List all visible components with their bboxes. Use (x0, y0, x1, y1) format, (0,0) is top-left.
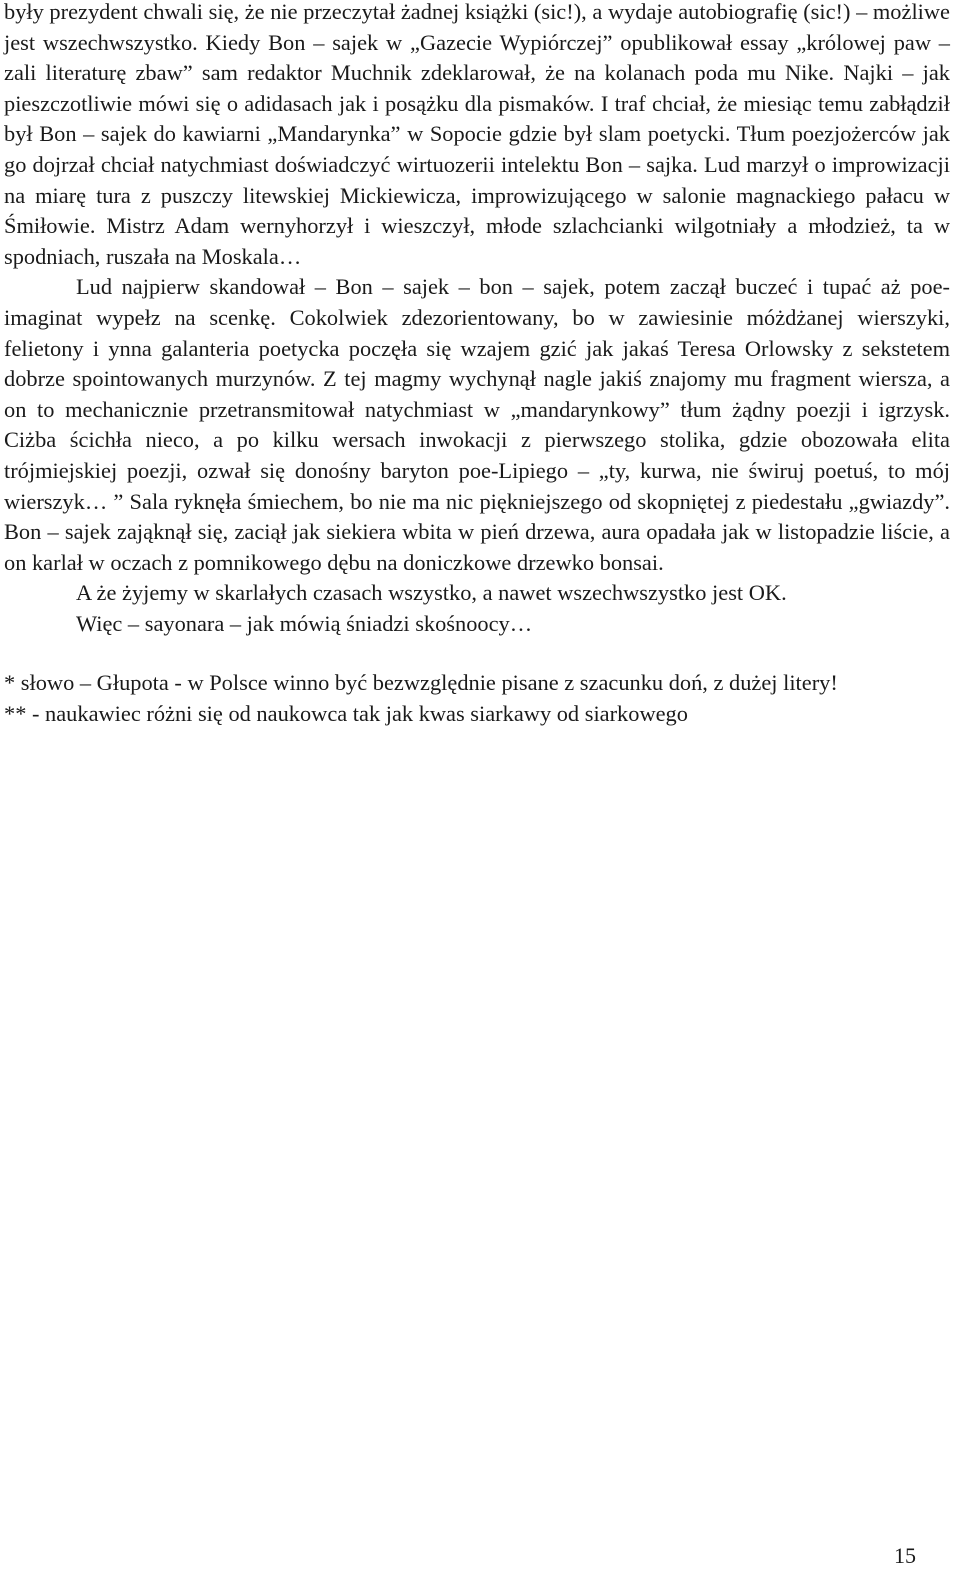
footnotes (4, 668, 950, 729)
body-text (4, 0, 950, 639)
document-page (4, 0, 950, 730)
page-number: 15 (894, 1543, 916, 1568)
footnote-2: ** - naukawiec różni się od naukowca tak jak kwas siarkawy od siarkowego (4, 701, 688, 727)
footnote-1: * słowo – Głupota - w Polsce winno być bezwzględnie pisane z szacunku doń, z dużej litery! (4, 670, 838, 696)
paragraph-1: były prezydent chwali się, że nie przeczytał żadnej książki (sic!), a wydaje autobiografię (sic!) – możliwe jest wszechwszystko. Kiedy Bon – sajek w „Gazecie Wypiórczej” opublikował essay „królowej paw – zali literaturę zbaw” sam redaktor Muchnik zdeklarował, że na kolanach poda mu Nike. Najki – jak pieszczotliwie mówi się o adidasach jak i posążku dla pismaków. I traf chciał, że miesiąc temu zabłądził był Bon – sajek do kawiarni „Mandarynka” w Sopocie gdzie był slam poetycki. Tłum poezjożerców jak go dojrzał chciał natychmiast doświadczyć wirtuozerii intelektu Bon – sajka. Lud marzył o improwizacji na miarę tura z puszczy litewskiej Mickiewicza, improwizującego w salonie magnackiego pałacu w Śmiłowie. Mistrz Adam wernyhorzył i wieszczył, młode szlachcianki wilgotniały a młodzież, ta w spodniach, ruszała na Moskala… (4, 0, 950, 269)
paragraph-4: Więc – sayonara – jak mówią śniadzi skośnoocy… (76, 610, 533, 636)
paragraph-3: A że żyjemy w skarlałych czasach wszystko, a nawet wszechwszystko jest OK. (76, 580, 787, 606)
paragraph-2: Lud najpierw skandował – Bon – sajek – bon – sajek, potem zaczął buczeć i tupać aż poe-imaginat wypełz na scenkę. Cokolwiek zdezorientowany, bo w zawiesinie móżdżanej wierszyki, felietony i ynna galanteria poetycka poczęła się wzajem gzić jak jakaś Teresa Orlowsky z sekstetem dobrze spointowanych murzynów. Z tej magmy wychynął nagle jakiś znajomy mu fragment wiersza, a on to mechanicznie przetransmitował natychmiast w „mandarynkowy” tłum żądny poezji i igrzysk. Ciżba ścichła nieco, a po kilku wersach inwokacji z pierwszego stolika, gdzie obozowała elita trójmiejskiej poezji, ozwał się donośny baryton poe-Lipiego – „ty, kurwa, nie świruj poetuś, to mój wierszyk… ” Sala ryknęła śmiechem, bo nie ma nic piękniejszego od skopniętej z piedestału „gwiazdy”. Bon – sajek zająknął się, zaciął jak siekiera wbita w pień drzewa, aura opadała jak w listopadzie liście, a on karlał w oczach z pomnikowego dębu na doniczkowe drzewko bonsai. (4, 274, 950, 575)
